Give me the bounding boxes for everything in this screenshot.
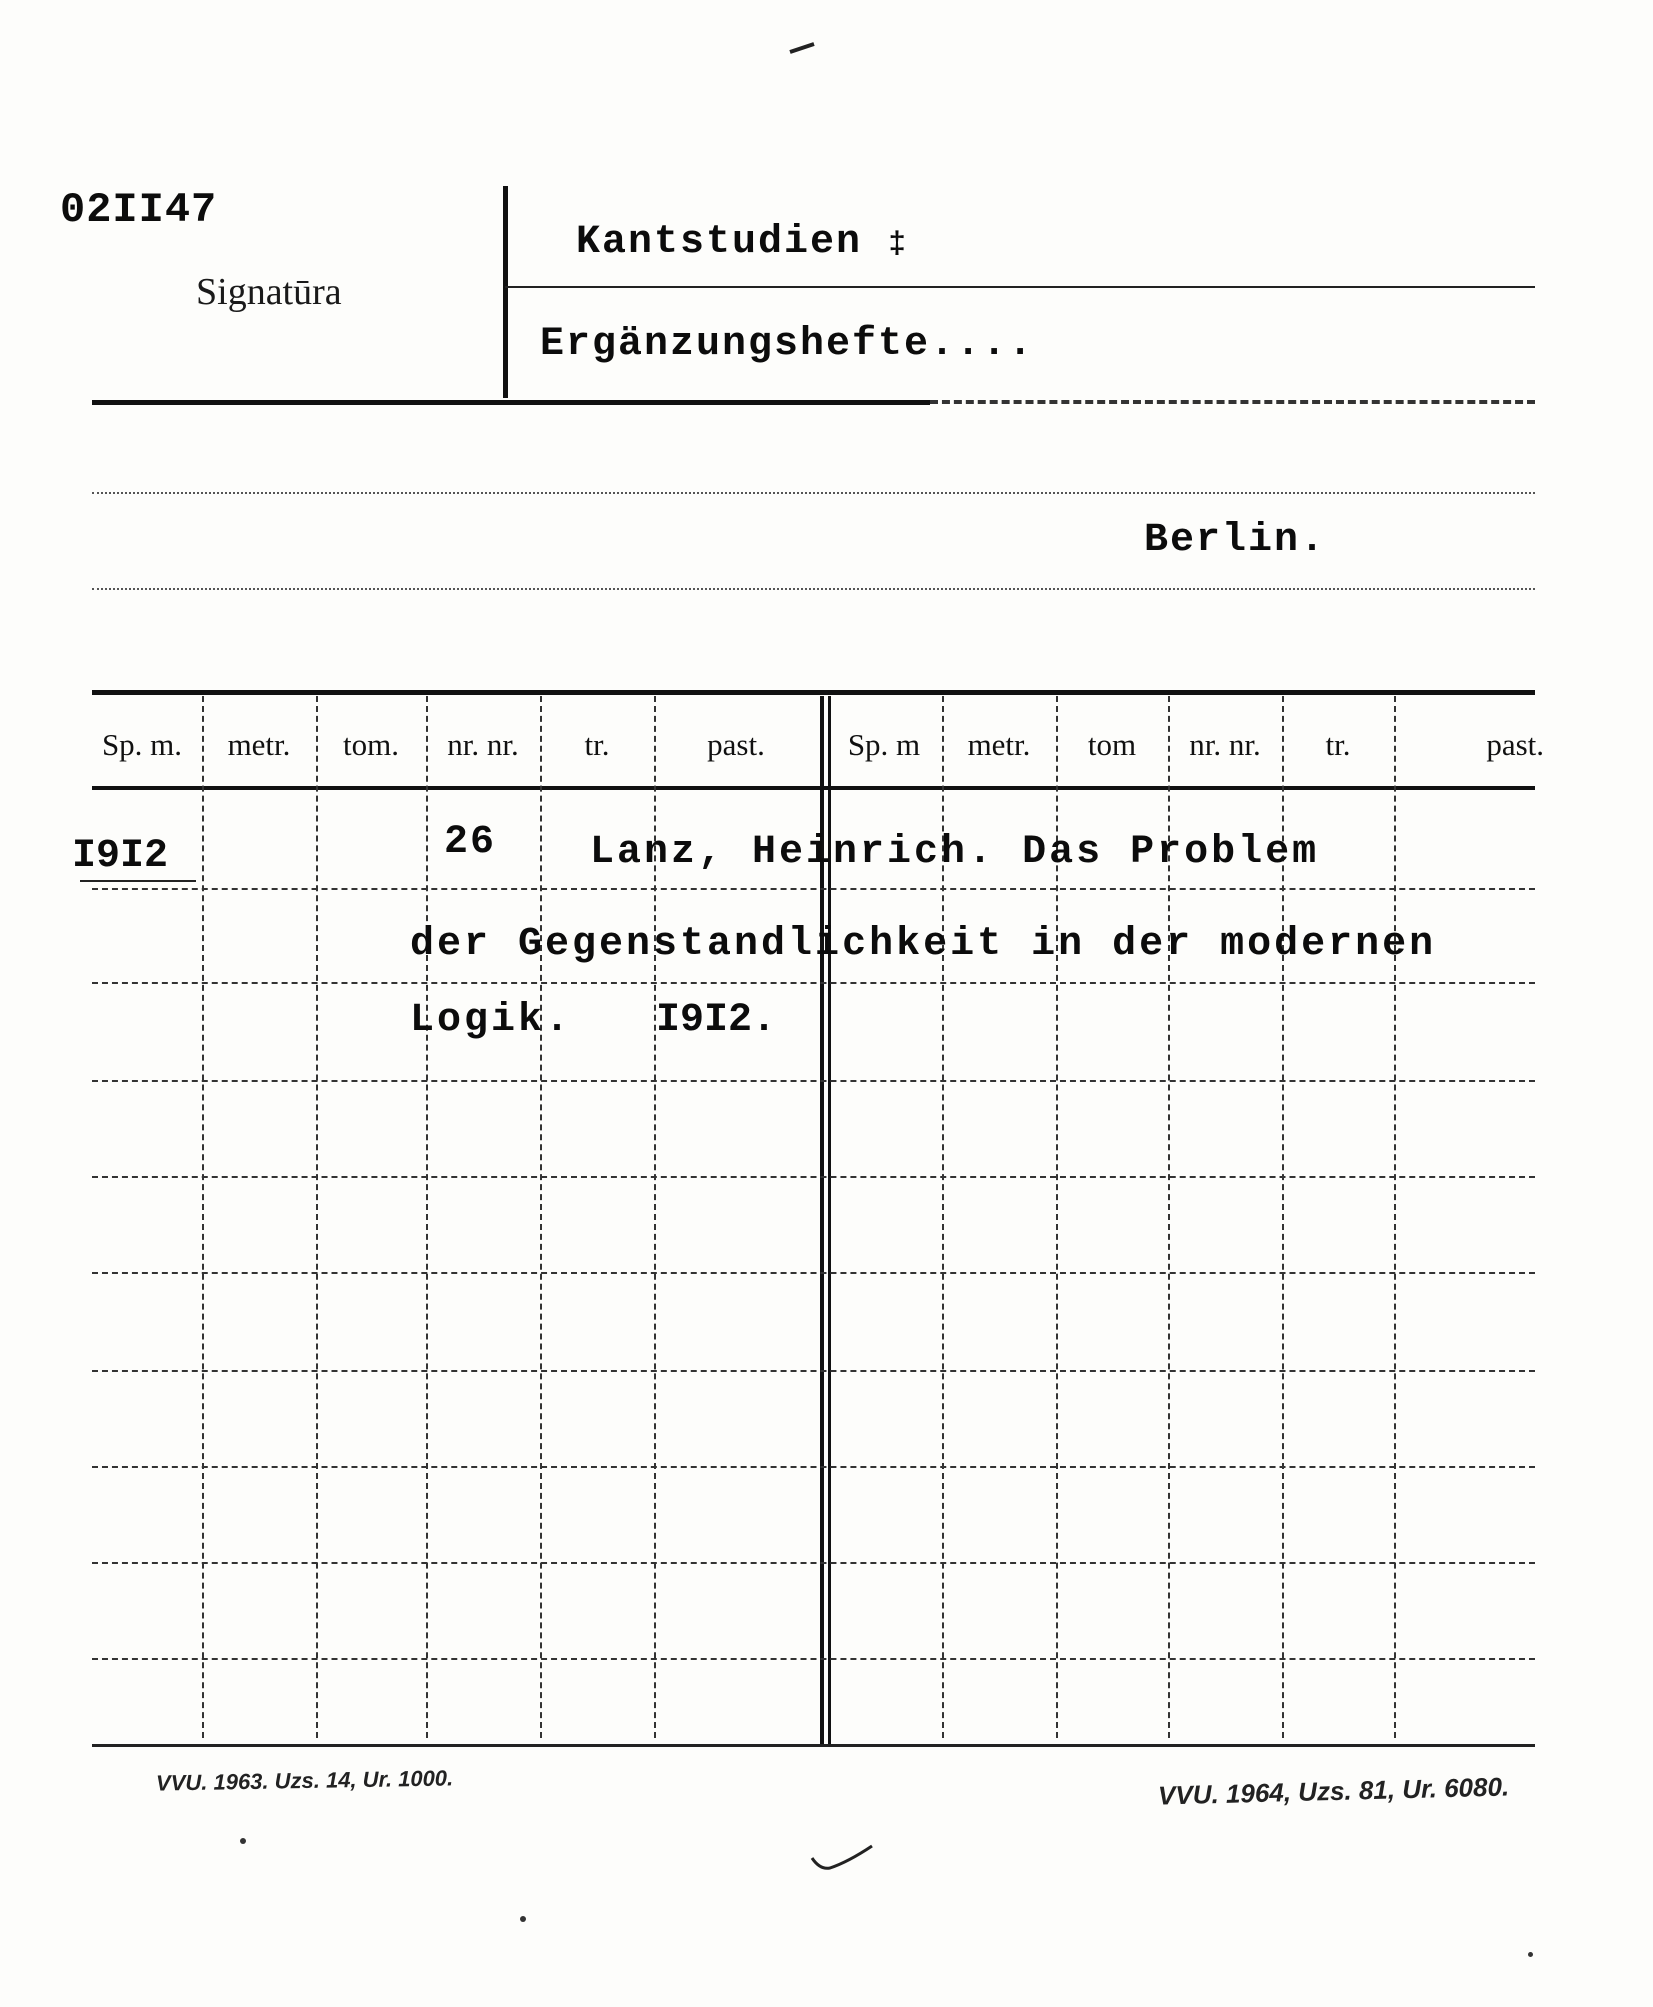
col-rule bbox=[540, 696, 542, 1738]
col-header: Sp. m. bbox=[101, 727, 183, 762]
call-number-label: Signatūra bbox=[196, 271, 342, 313]
table-top-rule bbox=[92, 690, 1535, 695]
header-rule bbox=[92, 400, 930, 405]
col-header: tom bbox=[1087, 727, 1137, 762]
pencil-mark-icon bbox=[788, 40, 818, 56]
col-header: tr. bbox=[584, 727, 610, 762]
footer-note-left: VVU. 1963. Uzs. 14, Ur. 1000. bbox=[155, 1765, 454, 1796]
col-header: nr. nr. bbox=[447, 727, 519, 762]
title-line-1 bbox=[576, 220, 908, 265]
entry-year-underline bbox=[80, 880, 196, 882]
speck bbox=[1528, 1952, 1533, 1957]
row-rule bbox=[92, 982, 1535, 984]
header-rule-faded bbox=[930, 400, 1535, 404]
title-line-2: Ergänzungshefte.... bbox=[540, 322, 1035, 367]
col-header: Sp. m bbox=[847, 727, 921, 762]
row-rule bbox=[92, 1176, 1535, 1178]
row-rule bbox=[92, 888, 1535, 890]
title-mark: ‡ bbox=[888, 228, 909, 262]
entry-line-3-year: I9I2. bbox=[656, 998, 777, 1043]
col-header: nr. nr. bbox=[1189, 727, 1261, 762]
check-mark-icon bbox=[808, 1840, 878, 1880]
header-divider bbox=[503, 186, 508, 398]
imprint-line-2 bbox=[92, 588, 1535, 590]
table-bottom-rule bbox=[92, 1744, 1535, 1747]
row-rule bbox=[92, 1370, 1535, 1372]
col-rule bbox=[202, 696, 204, 1738]
col-header: tr. bbox=[1325, 727, 1351, 762]
title-text: Kantstudien bbox=[576, 220, 863, 265]
row-rule bbox=[92, 1658, 1535, 1660]
call-number: 02II47 bbox=[60, 186, 218, 234]
row-rule bbox=[92, 1080, 1535, 1082]
col-header: metr. bbox=[967, 727, 1031, 762]
entry-number: 26 bbox=[444, 820, 497, 865]
col-rule bbox=[426, 696, 428, 1738]
place-of-publication: Berlin. bbox=[1144, 518, 1327, 563]
speck bbox=[520, 1916, 526, 1922]
col-rule bbox=[316, 696, 318, 1738]
col-rule bbox=[1394, 696, 1396, 1738]
col-header: past. bbox=[707, 727, 765, 762]
entry-year: I9I2 bbox=[72, 834, 169, 879]
col-header: past. bbox=[1486, 727, 1544, 762]
entry-line-1: Lanz, Heinrich. Das Problem bbox=[590, 830, 1320, 875]
row-rule bbox=[92, 1272, 1535, 1274]
speck bbox=[240, 1838, 246, 1844]
entry-line-2: der Gegenstandlichkeit in der modernen bbox=[410, 922, 1437, 967]
entry-line-3: Logik. bbox=[410, 998, 573, 1043]
col-header: tom. bbox=[343, 727, 399, 762]
table-header-rule bbox=[92, 786, 1535, 790]
imprint-line-1 bbox=[92, 492, 1535, 494]
row-rule bbox=[92, 1466, 1535, 1468]
row-rule bbox=[92, 1562, 1535, 1564]
footer-note-right: VVU. 1964, Uzs. 81, Ur. 6080. bbox=[1157, 1771, 1510, 1811]
col-header: metr. bbox=[227, 727, 291, 762]
title-underline bbox=[505, 286, 1535, 288]
